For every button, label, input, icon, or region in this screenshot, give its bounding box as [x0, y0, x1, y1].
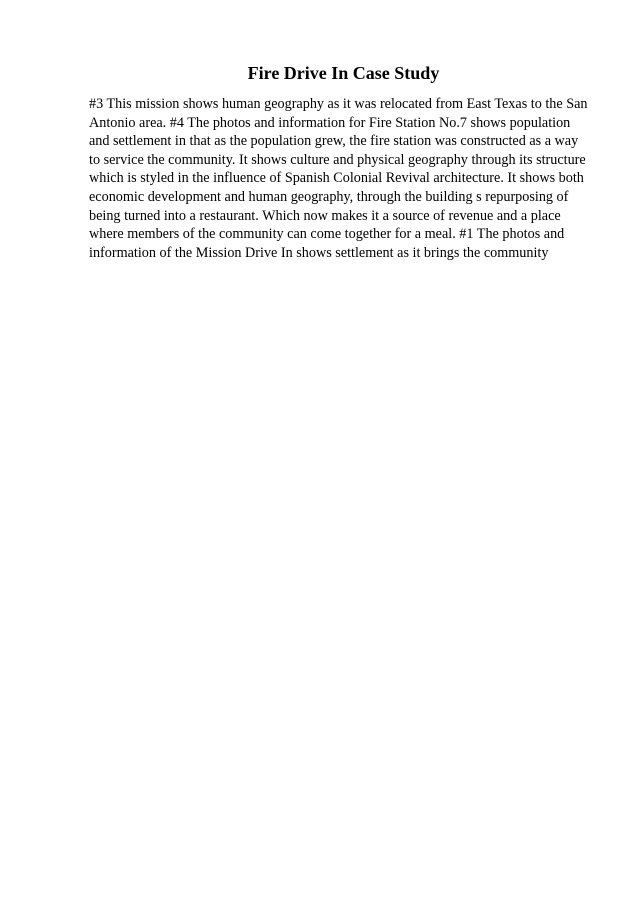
document-body-paragraph: #3 This mission shows human geography as it was relocated from East Texas to the San Antonio area. #4 The photos and information for Fire Station No.7 shows population and settlement in that as the population grew, the fire station was constructed as a way to service the community. It shows culture and physical geography through its structure which is styled in the influence of Spanish Colonial Revival architecture. It shows both economic development and human geography, through the building s repurposing of being turned into a restaurant. Which now makes it a source of revenue and a place where members of the community can come together for a meal. #1 The photos and information of the Mission Drive In shows settlement as it brings the community: [89, 96, 588, 261]
document-title: Fire Drive In Case Study: [247, 63, 440, 83]
